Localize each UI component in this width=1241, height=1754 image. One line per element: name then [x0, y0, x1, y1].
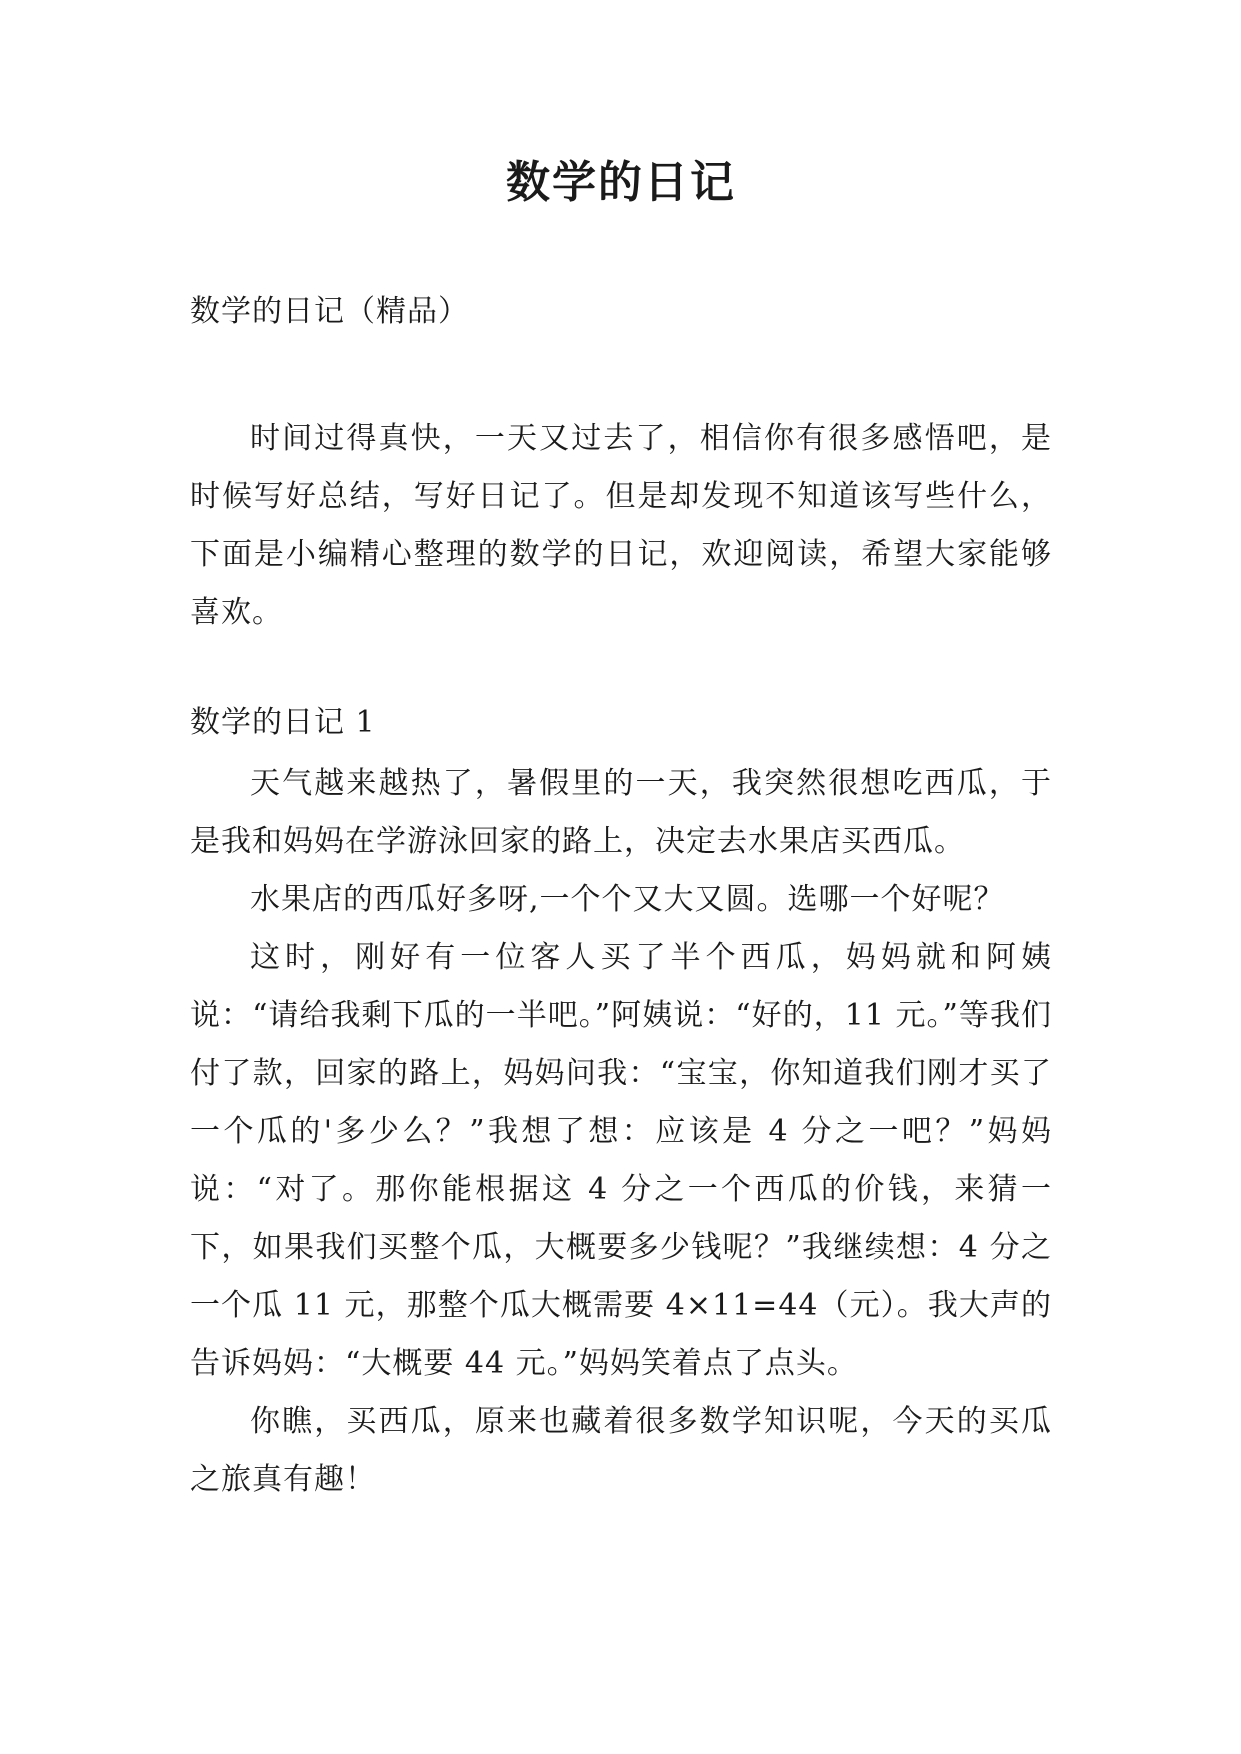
intro-paragraph: 时间过得真快，一天又过去了，相信你有很多感悟吧，是时候写好总结，写好日记了。但是却发现不知道该写些什么，下面是小编精心整理的数学的日记，欢迎阅读，希望大家能够喜欢。	[190, 421, 1052, 630]
entry-paragraph: 天气越来越热了，暑假里的一天，我突然很想吃西瓜，于是我和妈妈在学游泳回家的路上，决定去水果店买西瓜。	[190, 766, 1052, 859]
entry-paragraph: 这时，刚好有一位客人买了半个西瓜，妈妈就和阿姨说：“请给我剩下瓜的一半吧。”阿姨说：“好的，11 元。”等我们付了款，回家的路上，妈妈问我：“宝宝，你知道我们刚才买了一个瓜的'多少么？”我想了想：应该是 4 分之一吧？”妈妈说：“对了。那你能根据这 4 分之一个西瓜的价钱，来猜一下，如果我们买整个瓜，大概要多少钱呢？”我继续想：4 分之一个瓜 11 元，那整个瓜大概需要 4×11=44（元）。我大声的告诉妈妈：“大概要 44 元。”妈妈笑着点了点头。	[190, 940, 1052, 1381]
diary-entry	[190, 755, 1052, 1509]
section-heading: 数学的日记 1	[190, 705, 376, 740]
intro-section	[190, 410, 1052, 642]
document-subtitle: 数学的日记（精品）	[190, 294, 469, 329]
entry-paragraph: 水果店的西瓜好多呀,一个个又大又圆。选哪一个好呢？	[250, 882, 1005, 917]
document-title: 数学的日记	[506, 157, 736, 208]
entry-paragraph: 你瞧，买西瓜，原来也藏着很多数学知识呢，今天的买瓜之旅真有趣！	[190, 1404, 1052, 1497]
